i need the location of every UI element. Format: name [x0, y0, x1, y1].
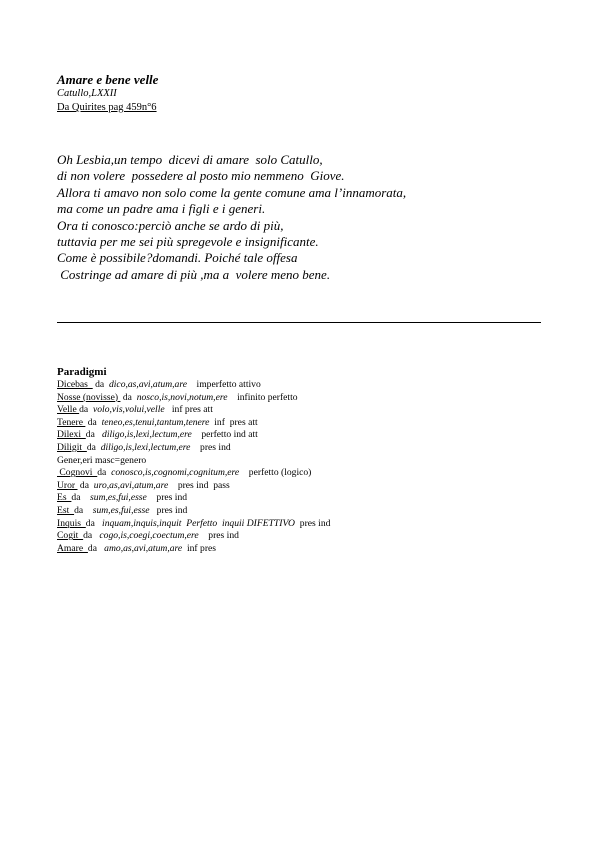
poem-line: di non volere possedere al posto mio nemmeno Giove. [57, 168, 345, 184]
paradigm-forms: volo,vis,volui,velle [92, 404, 165, 416]
paradigm-sep: da [85, 429, 103, 441]
paradigm-desc: pres ind [198, 530, 239, 542]
paradigm-desc: pres ind [190, 441, 231, 453]
author-reference: Catullo,LXXII [57, 88, 117, 99]
paradigm-word: Dilexi [57, 429, 86, 441]
paradigm-row [57, 417, 557, 430]
paradigmi-list [57, 379, 557, 555]
paradigm-word: Cognovi [57, 467, 98, 479]
paradigm-sep: da [87, 542, 105, 554]
paradigm-forms: diligo,is,lexi,lectum,ere [100, 441, 191, 453]
paradigm-sep: da [85, 416, 102, 428]
poem-line: Ora ti conosco:perciò anche se ardo di più, [57, 217, 284, 233]
paradigm-desc: inf pres att [164, 404, 213, 416]
paradigm-desc: pres ind [294, 517, 331, 529]
paradigm-forms: uro,as,avi,atum,are [93, 479, 169, 491]
paradigm-desc: pres ind [146, 492, 188, 504]
paradigm-desc: pres ind pass [168, 479, 230, 491]
paradigm-row [57, 392, 557, 405]
paradigm-sep: da [97, 467, 112, 479]
paradigm-sep: da [85, 517, 103, 529]
paradigm-sep: da [74, 504, 93, 516]
paradigm-row [57, 543, 557, 556]
paradigm-word: Dicebas [57, 379, 93, 390]
paradigm-row [57, 429, 557, 442]
paradigm-sep: da [86, 441, 101, 453]
paradigm-row [57, 379, 557, 392]
paradigm-word: Diligit [57, 441, 87, 453]
source-reference: Da Quirites pag 459n°6 [57, 102, 157, 113]
paradigm-forms: nosco,is,novi,notum,ere [136, 391, 228, 403]
paradigm-row [57, 518, 557, 531]
paradigm-desc: inf pres [182, 542, 217, 554]
paradigm-word: Amare [57, 542, 88, 554]
paradigm-sep: da [77, 479, 94, 491]
paradigm-word: Uror [57, 479, 78, 491]
paradigm-row [57, 530, 557, 543]
paradigm-desc: inf pres att [209, 416, 258, 428]
paradigm-desc: infinito perfetto [227, 391, 298, 403]
paradigm-word: Est [57, 504, 75, 516]
paradigm-word: Tenere [57, 416, 86, 428]
paradigm-desc: perfetto ind att [191, 429, 258, 441]
paradigm-row [57, 467, 557, 480]
paradigm-row [57, 404, 557, 417]
paradigm-forms: diligo,is,lexi,lectum,ere [102, 429, 192, 441]
paradigm-forms: amo,as,avi,atum,are [104, 542, 183, 554]
paradigm-row [57, 455, 557, 468]
poem-translation [57, 152, 557, 283]
paradigm-forms: sum,es,fui,esse [90, 492, 147, 504]
paradigm-row [57, 492, 557, 505]
paradigmi-heading: Paradigmi [57, 366, 107, 378]
poem-line: Come è possibile?domandi. Poiché tale offesa [57, 250, 298, 266]
paradigm-forms: teneo,es,tenui,tantum,tenere [101, 416, 210, 428]
paradigm-forms: sum,es,fui,esse [92, 504, 150, 516]
paradigm-desc: imperfetto attivo [186, 379, 261, 390]
poem-line: tuttavia per me sei più spregevole e insignificante. [57, 234, 319, 250]
section-divider [57, 322, 541, 323]
paradigm-row [57, 505, 557, 518]
paradigm-forms: cogo,is,coegi,coectum,ere [99, 530, 199, 542]
poem-line: ma come un padre ama i figli e i generi. [57, 201, 266, 217]
paradigm-sep: da [71, 492, 91, 504]
poem-line: Oh Lesbia,un tempo dicevi di amare solo Catullo, [57, 152, 323, 167]
poem-line: Costringe ad amare di più ,ma a volere meno bene. [57, 266, 331, 282]
paradigm-desc: perfetto (logico) [239, 467, 312, 479]
paradigm-forms: conosco,is,cognomi,cognitum,ere [111, 467, 240, 479]
paradigm-word: Cogit [57, 530, 84, 542]
document-title: Amare e bene velle [57, 72, 159, 87]
paradigm-sep: da [83, 530, 100, 542]
paradigm-sep: da [79, 404, 93, 416]
paradigm-forms: dico,as,avi,atum,are [108, 379, 187, 390]
paradigm-desc: pres ind [149, 504, 188, 516]
paradigm-row [57, 442, 557, 455]
paradigm-sep: da [120, 391, 137, 403]
poem-line: Allora ti amavo non solo come la gente comune ama l’innamorata, [57, 184, 407, 200]
paradigm-sep: Gener,eri masc=genero [57, 454, 147, 466]
paradigm-forms: inquam,inquis,inquit Perfetto inquii DIFETTIVO [102, 517, 295, 529]
paradigm-word: Inquis [57, 517, 86, 529]
paradigm-word: Velle [57, 404, 80, 416]
paradigm-word: Nosse (novisse) [57, 391, 121, 403]
paradigm-row [57, 480, 557, 493]
paradigm-word: Es [57, 492, 72, 504]
paradigm-sep: da [92, 379, 109, 390]
